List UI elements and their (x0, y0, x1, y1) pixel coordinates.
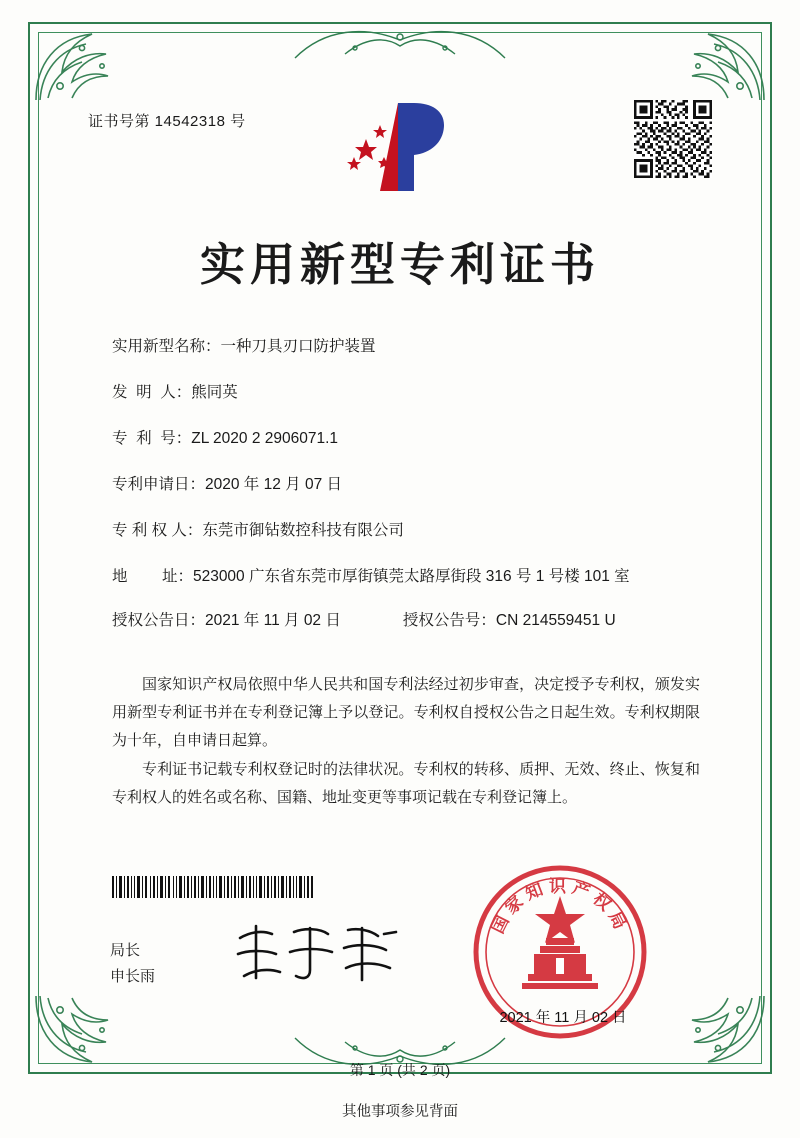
svg-text:国家知识产权局: 国家知识产权局 (488, 877, 632, 937)
field-row (112, 565, 700, 589)
director-title-label: 局长 (110, 942, 141, 959)
field-value: 熊同英 (191, 384, 238, 402)
field-label: 专 利 号： (112, 430, 192, 448)
grant-number (403, 609, 616, 633)
seal-date: 2021 年 11 月 02 日 (499, 1010, 627, 1026)
footer-note: 其他事项参见背面 (342, 1104, 458, 1120)
field-row (112, 427, 700, 451)
edge-ornament-icon (285, 24, 515, 64)
field-row (112, 335, 700, 359)
field-value: 2020 年 12 月 07 日 (205, 476, 343, 494)
director-name: 申长雨 (110, 968, 156, 986)
field-label: 专利申请日： (112, 476, 206, 494)
corner-ornament-icon (30, 24, 150, 106)
field-value: ZL 2020 2 2906071.1 (191, 430, 339, 448)
field-label: 授权公告日： (112, 612, 206, 630)
body-paragraph: 专利证书记载专利权登记时的法律状况。专利权的转移、质押、无效、终止、恢复和专利权人的姓名或名称、国籍、地址变更等事项记载在专利登记簿上。 (112, 762, 700, 806)
field-value: 2021 年 11 月 02 日 (205, 612, 341, 630)
field-value: 523000 广东省东莞市厚街镇莞太路厚街段 316 号 1 号楼 101 室 (192, 568, 630, 586)
field-label: 地 址： (112, 568, 193, 586)
field-label: 实用新型名称： (112, 338, 221, 355)
grant-date (112, 609, 341, 633)
page-number: 第 1 页 (共 2 页) (349, 1062, 451, 1078)
field-value: 东莞市御钻数控科技有限公司 (202, 522, 404, 540)
certificate-fields (112, 335, 700, 647)
page-title: 实用新型专利证书 (199, 239, 600, 290)
qr-code-icon (634, 100, 712, 178)
corner-ornament-icon (650, 24, 770, 106)
grant-announcement-row (112, 609, 700, 633)
body-paragraph: 国家知识产权局依照中华人民共和国专利法经过初步审查，决定授予专利权，颁发实用新型专利证书并在专利登记簿上予以登记。专利权自授权公告之日起生效。专利权期限为十年，自申请日起算。 (112, 677, 700, 749)
field-row (112, 381, 700, 405)
field-label: 授权公告号： (402, 612, 496, 630)
field-label: 发 明 人： (112, 384, 192, 402)
cnipa-logo-icon (340, 95, 460, 200)
field-label: 专 利 权 人： (112, 522, 203, 540)
handwritten-signature-icon (228, 918, 408, 990)
barcode-icon (110, 876, 315, 898)
field-row (112, 473, 700, 497)
signature-block (110, 938, 155, 991)
field-value: CN 214559451 U (495, 612, 616, 630)
field-row (112, 519, 700, 543)
certificate-number: 证书号第 14542318 号 (88, 113, 246, 130)
certificate-body (112, 672, 700, 815)
field-value: 一种刀具刃口防护装置 (220, 338, 376, 355)
